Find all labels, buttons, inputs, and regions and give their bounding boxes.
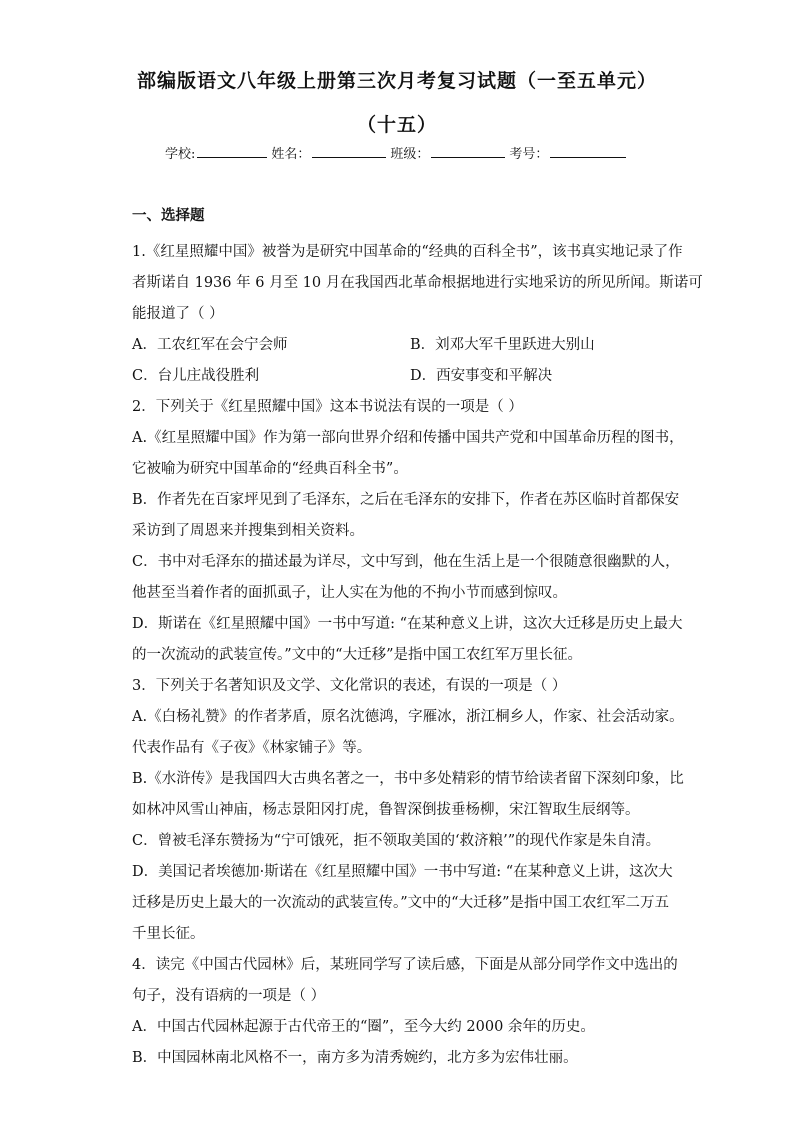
exam-number-blank[interactable] (550, 145, 626, 158)
student-info-row (165, 143, 635, 162)
question-line: 者斯诺自 1936 年 6 月至 10 月在我国西北革命根据地进行实地采访的所见所闻。斯诺可 (132, 275, 703, 291)
name-label: 姓名： (271, 147, 311, 162)
option-b: B．刘邓大军千里跃进大别山 (410, 337, 595, 353)
school-blank[interactable] (197, 145, 267, 158)
question-line: B.《水浒传》是我国四大古典名著之一，书中多处精彩的情节给读者留下深刻印象，比 (132, 771, 684, 787)
question-line: 能报道了（ ） (132, 306, 224, 322)
page-subtitle: （十五） (356, 114, 437, 136)
section-heading: 一、选择题 (132, 208, 205, 224)
question-1 (132, 237, 703, 392)
question-line: 3．下列关于名著知识及文学、文化常识的表述，有误的一项是（ ） (132, 678, 567, 694)
question-line: 句子，没有语病的一项是（ ） (132, 988, 326, 1004)
page-title: 部编版语文八年级上册第三次月考复习试题（一至五单元） (136, 70, 657, 92)
question-line: A.《白杨礼赞》的作者茅盾，原名沈德鸿，字雁冰，浙江桐乡人，作家、社会活动家。 (132, 709, 684, 725)
question-line: 它被喻为研究中国革命的“经典百科全书”。 (132, 461, 408, 477)
question-line: 千里长征。 (132, 926, 205, 942)
question-line: 的一次流动的武装宣传。”文中的“大迁移”是指中国工农红军万里长征。 (132, 647, 582, 663)
question-line: 他甚至当着作者的面抓虱子，让人实在为他的不拘小节而感到惊叹。 (132, 585, 567, 601)
question-line: C．书中对毛泽东的描述最为详尽，文中写到，他在生活上是一个很随意很幽默的人， (132, 554, 680, 570)
class-label: 班级： (390, 147, 430, 162)
question-line: 4．读完《中国古代园林》后，某班同学写了读后感，下面是从部分同学作文中选出的 (132, 957, 678, 973)
school-label: 学校: (165, 147, 196, 162)
question-4 (132, 950, 678, 1074)
question-line: 2．下列关于《红星照耀中国》这本书说法有误的一项是（ ） (132, 399, 523, 415)
exam-number-label: 考号： (509, 147, 549, 162)
question-line: D．美国记者埃德加·斯诺在《红星照耀中国》一书中写道: “在某种意义上讲，这次大 (132, 864, 673, 880)
class-blank[interactable] (431, 145, 505, 158)
question-line: A．中国古代园林起源于古代帝王的“圈”，至今大约 2000 余年的历史。 (132, 1019, 595, 1035)
option-d: D．西安事变和平解决 (410, 368, 553, 384)
question-line: C．曾被毛泽东赞扬为“宁可饿死，拒不领取美国的‘救济粮’”的现代作家是朱自清。 (132, 833, 661, 849)
option-a: A．工农红军在会宁会师 (132, 337, 288, 353)
question-line: 迁移是历史上最大的一次流动的武装宣传。”文中的“大迁移”是指中国工农红军二万五 (132, 895, 669, 911)
option-row (132, 330, 672, 361)
question-line: 如林冲风雪山神庙，杨志景阳冈打虎，鲁智深倒拔垂杨柳，宋江智取生辰纲等。 (132, 802, 640, 818)
question-line: B．中国园林南北风格不一，南方多为清秀婉约，北方多为宏伟壮丽。 (132, 1050, 578, 1066)
option-c: C．台儿庄战役胜利 (132, 368, 260, 384)
question-line: D．斯诺在《红星照耀中国》一书中写道: “在某种意义上讲，这次大迁移是历史上最大 (132, 616, 683, 632)
option-row (132, 361, 672, 392)
question-line: 代表作品有《子夜》《林家铺子》等。 (132, 740, 372, 756)
question-line: 采访到了周恩来并搜集到相关资料。 (132, 523, 364, 539)
question-3 (132, 671, 684, 950)
question-line: 1.《红星照耀中国》被誉为是研究中国革命的“经典的百科全书”，该书真实地记录了作 (132, 244, 683, 260)
name-blank[interactable] (312, 145, 386, 158)
question-body (132, 206, 703, 1074)
question-line: A.《红星照耀中国》作为第一部向世界介绍和传播中国共产党和中国革命历程的图书， (132, 430, 684, 446)
question-line: B．作者先在百家坪见到了毛泽东，之后在毛泽东的安排下，作者在苏区临时首都保安 (132, 492, 680, 508)
question-2 (132, 392, 684, 671)
